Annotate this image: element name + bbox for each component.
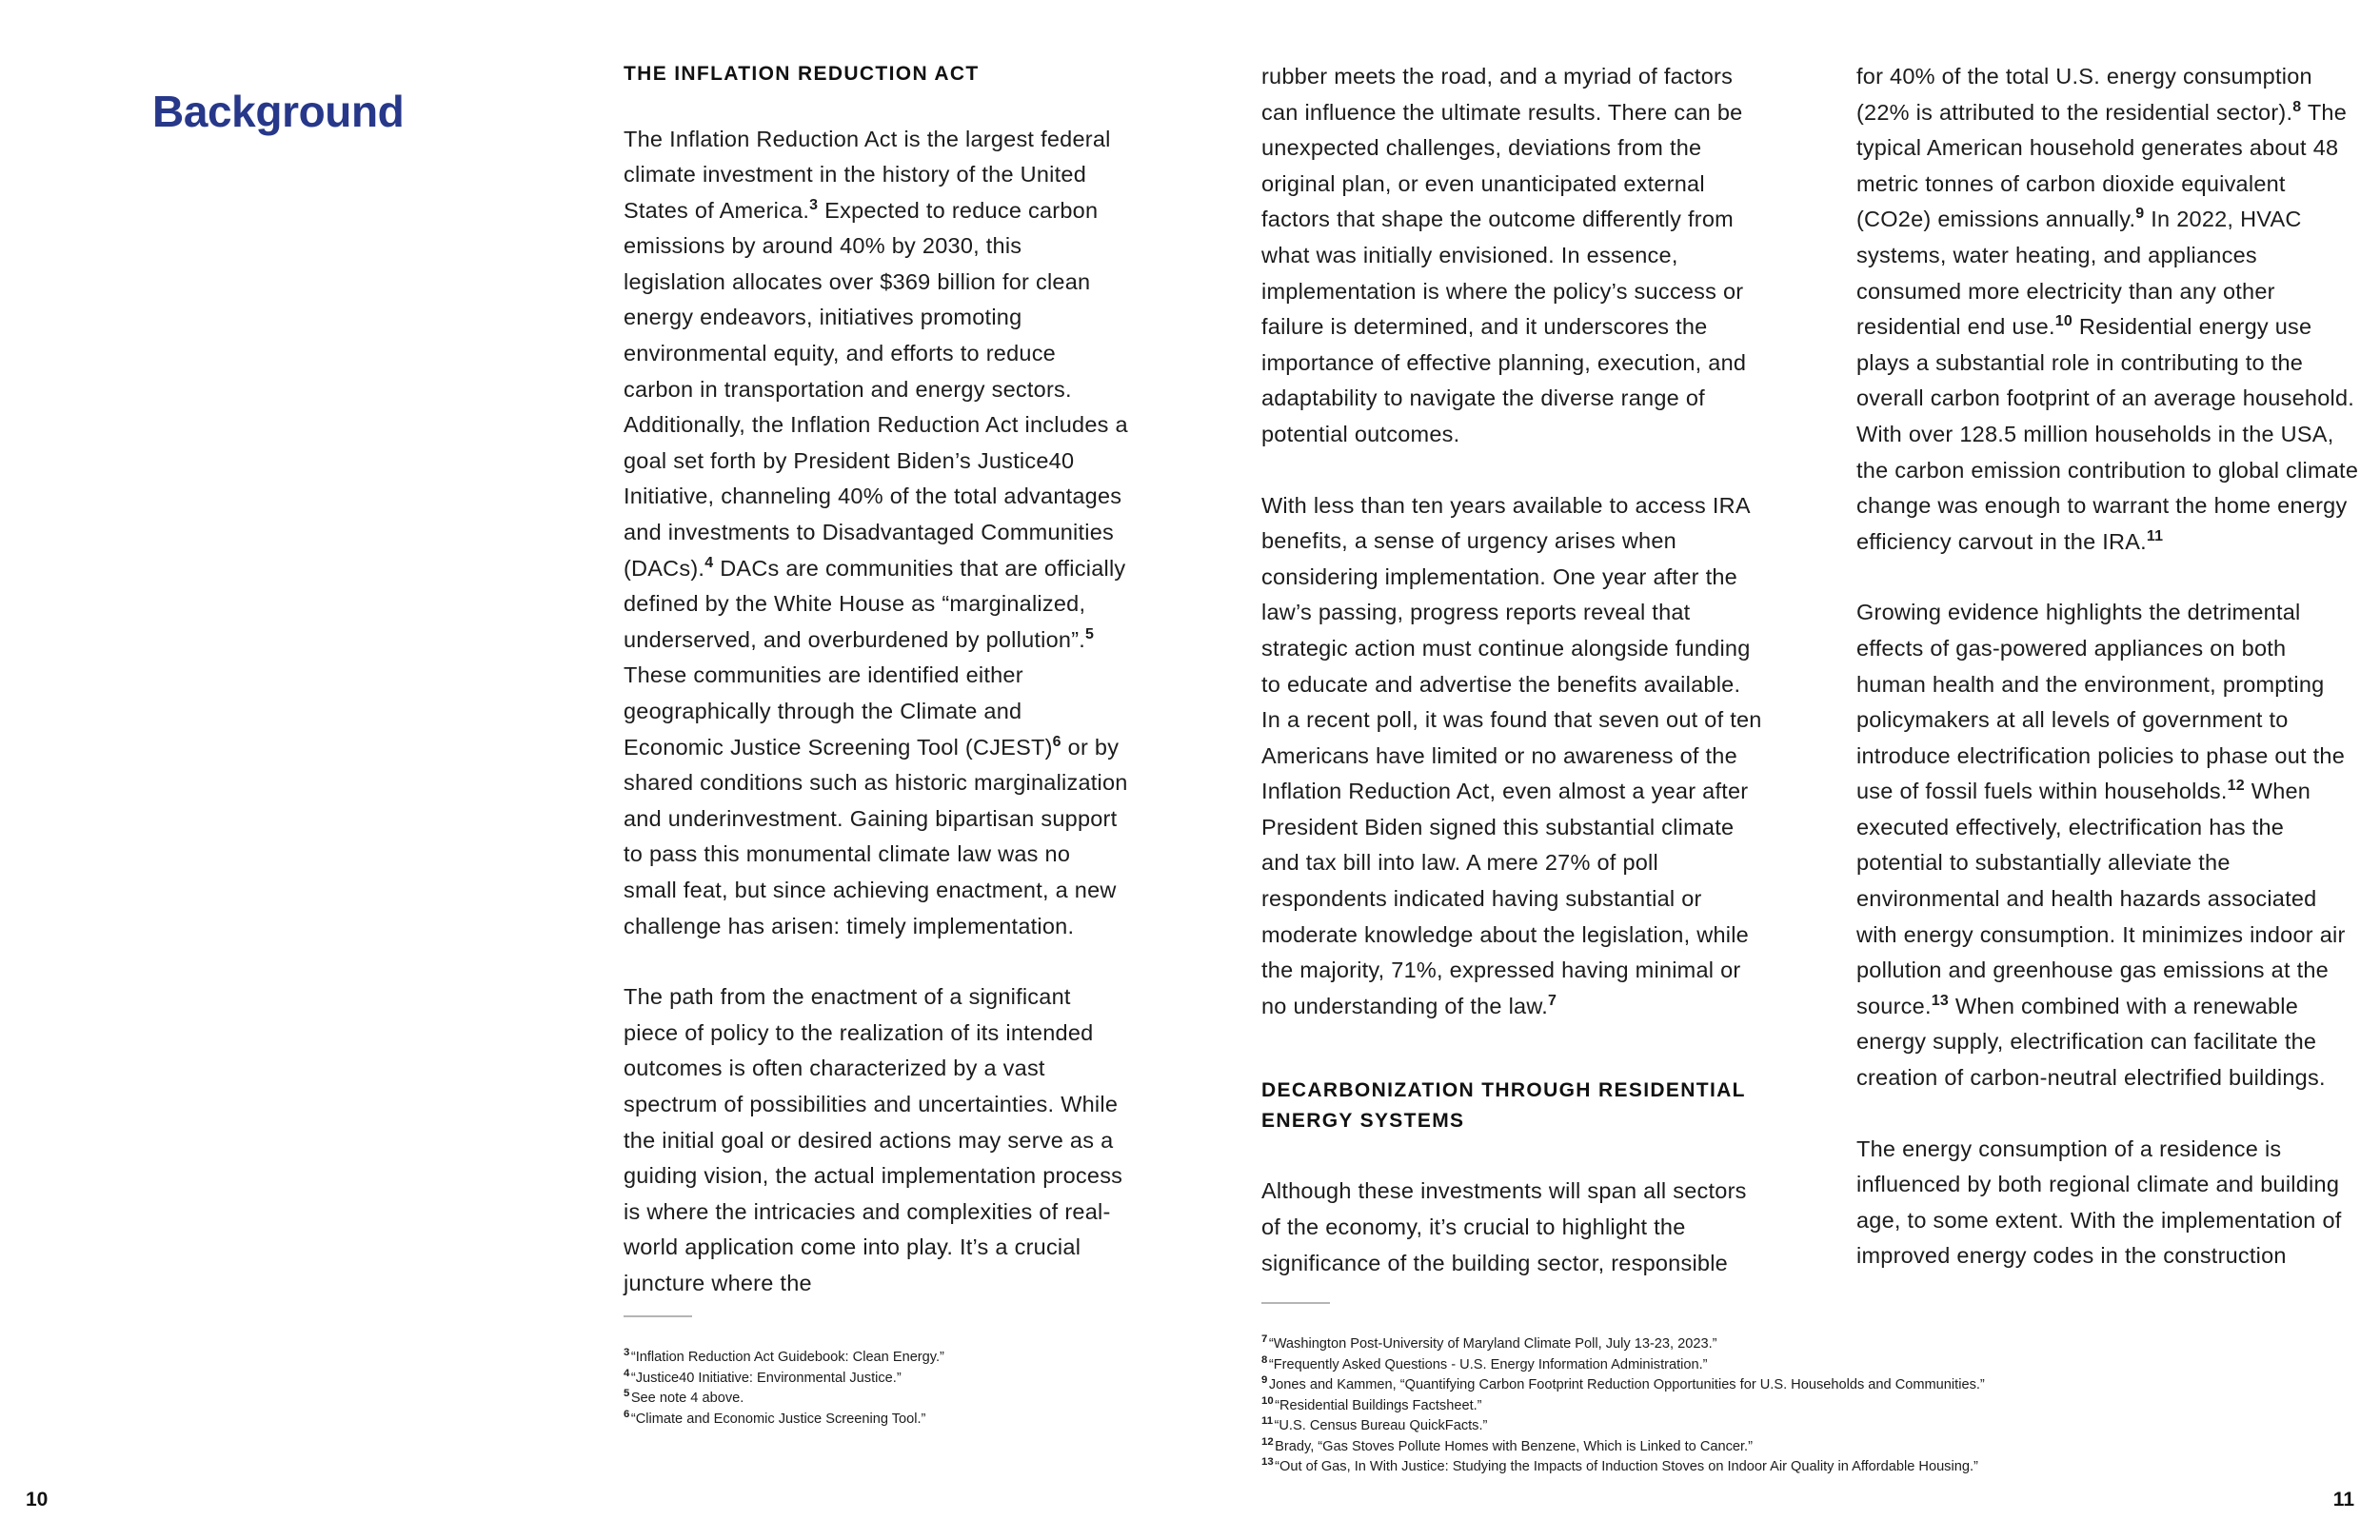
- page-number-left: 10: [26, 1489, 49, 1510]
- footnote-marker: 9: [1261, 1374, 1268, 1387]
- paragraph: [624, 122, 1128, 945]
- footnote-item: [1261, 1437, 2328, 1458]
- paragraph: [1856, 59, 2361, 560]
- footnote-ref: 4: [704, 554, 714, 571]
- footnote-text: “Out of Gas, In With Justice: Studying the Impacts of Induction Stoves on Indoor Air Quality in Affordable Housing.”: [1275, 1459, 1978, 1474]
- footnote-item: [624, 1348, 1157, 1369]
- footnotes-left-page: [624, 1315, 1157, 1430]
- footnote-marker: 10: [1261, 1394, 1274, 1407]
- footnote-marker: 8: [1261, 1353, 1268, 1366]
- paragraph: Although these investments will span all sectors of the economy, it’s crucial to highlight the significance of the building sector, responsible: [1261, 1178, 1747, 1275]
- paragraph: The path from the enactment of a significant piece of policy to the realization of its intended outcomes is often characterized by a vast spectrum of possibilities and uncertainties. While the initial goal or desired actions may serve as a guiding vision, the actual implementation process is where the intricacies and complexities of real-world application come into play. It’s a crucial juncture where the: [624, 984, 1123, 1295]
- paragraph-text: DACs are communities that are officially defined by the White House as “marginalized, underserved, and overburdened by pollution”.: [624, 555, 1126, 652]
- footnote-list: [624, 1348, 1157, 1430]
- footnote-marker: 7: [1261, 1333, 1268, 1346]
- footnote-text: “Frequently Asked Questions - U.S. Energy Information Administration.”: [1268, 1356, 1708, 1372]
- footnote-rule: [1261, 1302, 1330, 1304]
- footnote-text: “U.S. Census Bureau QuickFacts.”: [1274, 1418, 1488, 1433]
- footnote-ref: 6: [1052, 733, 1061, 750]
- page-number-right: 11: [2332, 1489, 2354, 1510]
- paragraph-text: Expected to reduce carbon emissions by around 40% by 2030, this legislation allocates over $369 billion for clean energy endeavors, initiatives promoting environmental equity, and efforts to reduce carbon in transportation and energy sectors. Additionally, the Inflation Reduction Act includes a goal set forth by President Biden’s Justice40 Initiative, channeling 40% of the total advantages and investments to Disadvantaged Communities (DACs).: [624, 197, 1128, 581]
- paragraph: [1261, 488, 1766, 1025]
- footnote-ref: 5: [1085, 625, 1095, 642]
- column-one: [624, 59, 1128, 1302]
- footnote-text: “Residential Buildings Factsheet.”: [1275, 1397, 1482, 1413]
- footnote-marker: 4: [624, 1367, 630, 1379]
- footnote-marker: 3: [624, 1347, 630, 1359]
- footnote-item: [624, 1369, 1157, 1390]
- footnote-marker: 13: [1261, 1456, 1274, 1469]
- footnote-text: See note 4 above.: [630, 1391, 744, 1406]
- footnote-item: [1261, 1416, 2328, 1437]
- paragraph-text: for 40% of the total U.S. energy consumption (22% is attributed to the residential sector).: [1856, 64, 2312, 125]
- paragraph-text: These communities are identified either geographically through the Climate and Economic Justice Screening Tool (CJEST): [624, 662, 1053, 760]
- footnote-ref: 13: [1931, 993, 1949, 1010]
- footnote-item: [1261, 1396, 2328, 1417]
- footnote-text: “Justice40 Initiative: Environmental Justice.”: [630, 1370, 902, 1386]
- footnote-rule: [624, 1315, 692, 1317]
- paragraph-text: When combined with a renewable energy supply, electrification can facilitate the creation of carbon-neutral electrified buildings.: [1856, 993, 2326, 1091]
- footnote-ref: 8: [2292, 98, 2302, 115]
- footnote-ref: 11: [2146, 527, 2164, 544]
- footnote-item: [624, 1410, 1157, 1431]
- column-two-heading: DECARBONIZATION THROUGH RESIDENTIAL ENERGY SYSTEMS: [1261, 1079, 1746, 1132]
- paragraph-text: Growing evidence highlights the detrimental effects of gas-powered appliances on both human health and the environment, prompting policymakers at all levels of government to introduce electrification policies to phase out the use of fossil fuels within households.: [1856, 600, 2346, 804]
- footnote-ref: 9: [2135, 206, 2145, 223]
- footnote-marker: 11: [1261, 1415, 1274, 1428]
- paragraph: The energy consumption of a residence is influenced by both regional climate and building age, to some extent. With the implementation of improved energy codes in the construction: [1856, 1135, 2342, 1269]
- footnote-marker: 5: [624, 1388, 630, 1400]
- column-three: [1856, 59, 2361, 1274]
- footnote-ref: 7: [1548, 993, 1557, 1010]
- paragraph-text: With less than ten years available to access IRA benefits, a sense of urgency arises when considering implementation. One year after the law’s passing, progress reports reveal that strategic action must continue alongside funding to educate and advertise the benefits available. In a recent poll, it was found that seven out of ten Americans have limited or no awareness of the Inflation Reduction Act, even almost a year after President Biden signed this substantial climate and tax bill into law. A mere 27% of poll respondents indicated having substantial or moderate knowledge about the legislation, while the majority, 71%, expressed having minimal or no understanding of the law.: [1261, 492, 1762, 1018]
- footnote-item: [1261, 1334, 2328, 1355]
- paragraph-text: Residential energy use plays a substantial role in contributing to the overall carbon footprint of an average household. With over 128.5 million households in the USA, the carbon emission contribution to global climate change was enough to warrant the home energy efficiency carvout in the IRA.: [1856, 314, 2359, 554]
- footnote-marker: 12: [1261, 1435, 1274, 1448]
- footnotes-right-page: [1261, 1302, 2328, 1478]
- section-heading: Background: [152, 86, 405, 136]
- footnote-marker: 6: [624, 1408, 630, 1420]
- footnote-list: [1261, 1334, 2328, 1478]
- paragraph-text: The Inflation Reduction Act is the largest federal climate investment in the history of the United States of America.: [624, 126, 1111, 223]
- column-two: [1261, 59, 1766, 1281]
- footnote-item: [624, 1389, 1157, 1410]
- footnote-ref: 10: [2054, 313, 2073, 330]
- paragraph: [1856, 595, 2361, 1096]
- footnote-text: Jones and Kammen, “Quantifying Carbon Footprint Reduction Opportunities for U.S. Households and Communities.”: [1268, 1377, 1985, 1392]
- footnote-text: “Climate and Economic Justice Screening Tool.”: [630, 1411, 926, 1427]
- footnote-text: “Washington Post-University of Maryland Climate Poll, July 13-23, 2023.”: [1268, 1336, 1717, 1352]
- column-one-heading: THE INFLATION REDUCTION ACT: [624, 63, 980, 85]
- paragraph-text: or by shared conditions such as historic marginalization and underinvestment. Gaining bipartisan support to pass this monumental climate law was no small feat, but since achieving enactment, a new challenge has arisen: timely implementation.: [624, 734, 1128, 938]
- footnote-item: [1261, 1375, 2328, 1396]
- footnote-ref: 3: [809, 196, 819, 213]
- paragraph-text: When executed effectively, electrification has the potential to substantially alleviate the environmental and health hazards associated with energy consumption. It minimizes indoor air pollution and greenhouse gas emissions at the source.: [1856, 779, 2346, 1018]
- paragraph: rubber meets the road, and a myriad of factors can influence the ultimate results. There can be unexpected challenges, deviations from the original plan, or even unanticipated external factors that shape the outcome differently from what was initially envisioned. In essence, implementation is where the policy’s success or failure is determined, and it underscores the importance of effective planning, execution, and adaptability to navigate the diverse range of potential outcomes.: [1261, 64, 1747, 446]
- footnote-item: [1261, 1355, 2328, 1376]
- footnote-text: Brady, “Gas Stoves Pollute Homes with Benzene, Which is Linked to Cancer.”: [1275, 1438, 1753, 1454]
- paragraph-text: The typical American household generates about 48 metric tonnes of carbon dioxide equivalent (CO2e) emissions annually.: [1856, 99, 2348, 232]
- footnote-ref: 12: [2227, 778, 2245, 795]
- footnote-item: [1261, 1457, 2328, 1478]
- footnote-text: “Inflation Reduction Act Guidebook: Clean Energy.”: [630, 1350, 944, 1365]
- paragraph-text: In 2022, HVAC systems, water heating, and appliances consumed more electricity than any other residential end use.: [1856, 207, 2302, 340]
